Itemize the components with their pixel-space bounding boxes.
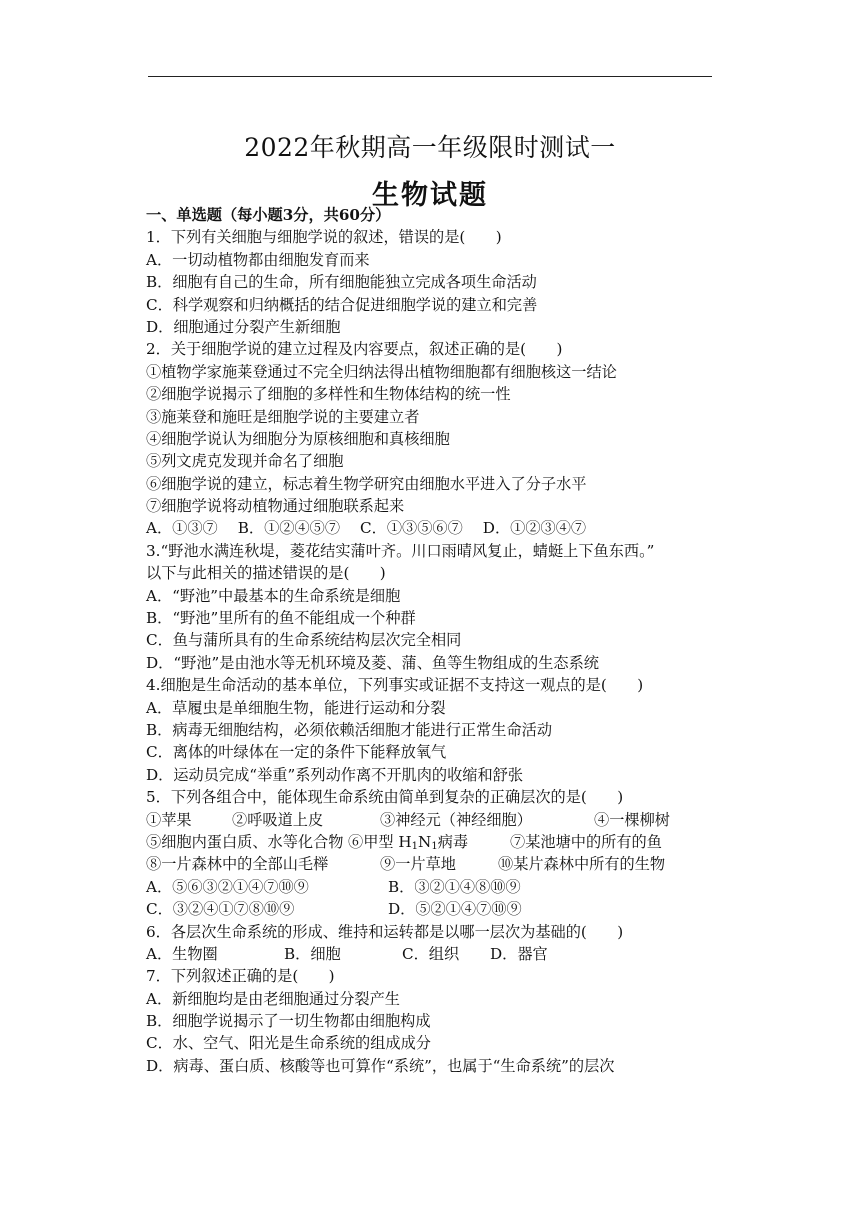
q5-item-2: ②呼吸道上皮: [232, 810, 324, 829]
q6-option-c: C．组织: [402, 944, 460, 963]
q5-item-9: ⑨一片草地: [380, 855, 456, 874]
q5-item-10: ⑩某片森林中所有的生物: [498, 855, 666, 874]
q5-options-row1: [146, 876, 726, 898]
q5-items-row3: [146, 853, 726, 875]
q5-option-c: C．③②④①⑦⑧⑩⑨: [146, 900, 295, 919]
q4-option-c: C．离体的叶绿体在一定的条件下能释放氧气: [146, 743, 447, 762]
q2-statement-3: ③施莱登和施旺是细胞学说的主要建立者: [146, 407, 420, 426]
q5-item-3: ③神经元（神经细胞）: [380, 810, 532, 829]
section-heading: 一、单选题（每小题3分，共60分）: [146, 206, 391, 224]
q2-stem: 2．关于细胞学说的建立过程及内容要点，叙述正确的是( ): [146, 340, 563, 359]
q5-item-7: ⑦某池塘中的所有的鱼: [510, 832, 662, 851]
q3-option-d: D．“野池”是由池水等无机环境及菱、蒲、鱼等生物组成的生态系统: [146, 653, 599, 672]
q7-stem: 7．下列叙述正确的是( ): [146, 967, 335, 986]
q2-statement-1: ①植物学家施莱登通过不完全归纳法得出植物细胞都有细胞核这一结论: [146, 362, 617, 381]
q3-option-b: B．“野池”里所有的鱼不能组成一个种群: [146, 609, 416, 628]
q6-option-b: B．细胞: [284, 944, 341, 963]
exam-body: [146, 204, 726, 1077]
q2-statement-5: ⑤列文虎克发现并命名了细胞: [146, 452, 344, 471]
q3-stem-line1: 3.“野池水满连秋堤，菱花结实蒲叶齐。川口雨晴风复止，蜻蜓上下鱼东西。”: [146, 541, 655, 560]
q3-stem-line2: 以下与此相关的描述错误的是( ): [146, 564, 386, 583]
exam-title: 2022年秋期高一年级限时测试一: [244, 133, 616, 162]
q1-option-a: A．一切动植物都由细胞发育而来: [146, 250, 370, 269]
q5-option-d: D．⑤②①④⑦⑩⑨: [388, 900, 522, 919]
q7-option-d: D．病毒、蛋白质、核酸等也可算作“系统”，也属于“生命系统”的层次: [146, 1056, 615, 1075]
q2-statement-7: ⑦细胞学说将动植物通过细胞联系起来: [146, 497, 405, 516]
q3-option-a: A．“野池”中最基本的生命系统是细胞: [146, 586, 401, 605]
q5-option-a: A．⑤⑥③②①④⑦⑩⑨: [146, 877, 309, 896]
q6-option-a: A．生物圈: [146, 944, 218, 963]
q2-statement-2: ②细胞学说揭示了细胞的多样性和生物体结构的统一性: [146, 385, 511, 404]
q5-item-4: ④一棵柳树: [594, 810, 670, 829]
q6-stem: 6．各层次生命系统的形成、维持和运转都是以哪一层次为基础的( ): [146, 922, 624, 941]
q4-option-d: D．运动员完成“举重”系列动作离不开肌肉的收缩和舒张: [146, 765, 524, 784]
q5-items-row1: [146, 809, 726, 831]
q5-items-row2: [146, 831, 726, 853]
q2-statement-6: ⑥细胞学说的建立，标志着生物学研究由细胞水平进入了分子水平: [146, 474, 587, 493]
q4-stem: 4.细胞是生命活动的基本单位，下列事实或证据不支持这一观点的是( ): [146, 676, 644, 695]
q6-options: [146, 943, 726, 965]
q1-stem: 1．下列有关细胞与细胞学说的叙述，错误的是( ): [146, 228, 502, 247]
q7-option-c: C．水、空气、阳光是生命系统的组成成分: [146, 1034, 431, 1053]
q4-option-a: A．草履虫是单细胞生物，能进行运动和分裂: [146, 698, 446, 717]
exam-subtitle: 生物试题: [372, 180, 488, 211]
q1-option-b: B．细胞有自己的生命，所有细胞能独立完成各项生命活动: [146, 273, 537, 292]
q2-statement-4: ④细胞学说认为细胞分为原核细胞和真核细胞: [146, 429, 450, 448]
q6-option-d: D．器官: [490, 944, 548, 963]
q2-options: A．①③⑦ B．①②④⑤⑦ C．①③⑤⑥⑦ D．①②③④⑦: [146, 519, 587, 538]
q7-option-b: B．细胞学说揭示了一切生物都由细胞构成: [146, 1012, 431, 1031]
q1-option-c: C．科学观察和归纳概括的结合促进细胞学说的建立和完善: [146, 295, 538, 314]
q5-stem: 5．下列各组合中，能体现生命系统由简单到复杂的正确层次的是( ): [146, 788, 624, 807]
q5-item-8: ⑧一片森林中的全部山毛榉: [146, 855, 329, 874]
header-rule: [148, 76, 712, 77]
q5-item-1: ①苹果: [146, 810, 192, 829]
q5-item-6: ⑥甲型 H1N1病毒: [348, 832, 469, 852]
q1-option-d: D．细胞通过分裂产生新细胞: [146, 317, 341, 336]
q5-item-5: ⑤细胞内蛋白质、水等化合物: [146, 832, 344, 851]
q5-option-b: B．③②①④⑧⑩⑨: [388, 877, 521, 896]
q4-option-b: B．病毒无细胞结构，必须依赖活细胞才能进行正常生命活动: [146, 720, 553, 739]
q7-option-a: A．新细胞均是由老细胞通过分裂产生: [146, 989, 400, 1008]
q5-options-row2: [146, 898, 726, 920]
q3-option-c: C．鱼与蒲所具有的生命系统结构层次完全相同: [146, 631, 462, 650]
